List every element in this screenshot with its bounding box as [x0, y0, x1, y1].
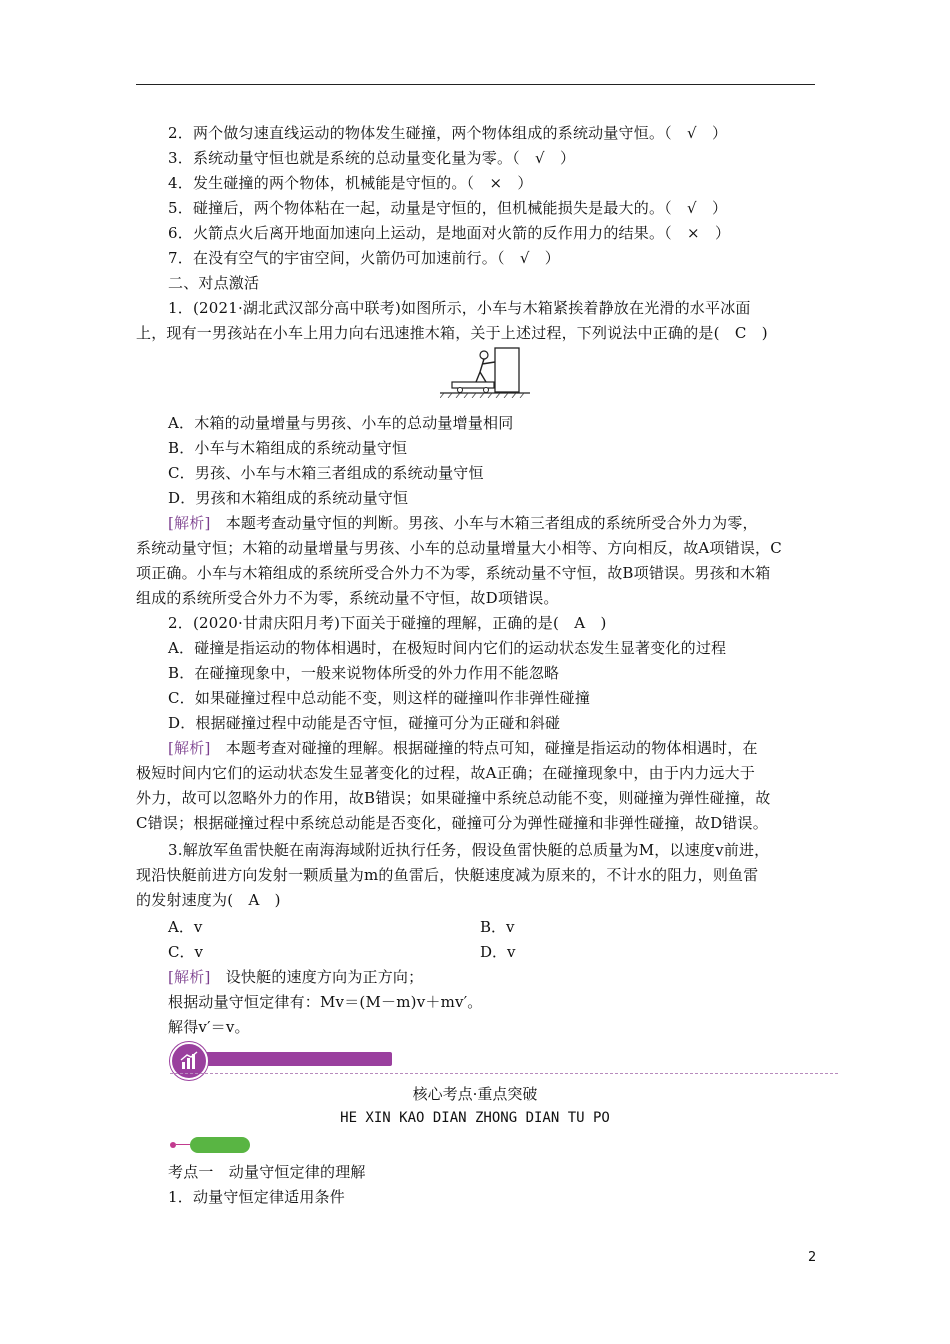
- q2-stem: 2．(2020·甘肃庆阳月考)下面关于碰撞的理解，正确的是( A ): [168, 614, 607, 632]
- judgement-item: 2．两个做匀速直线运动的物体发生碰撞，两个物体组成的系统动量守恒。（ √ ）: [168, 124, 728, 142]
- judgement-item: 3．系统动量守恒也就是系统的总动量变化量为零。（ √ ）: [168, 149, 576, 167]
- section-title: 核心考点·重点突破: [412, 1085, 538, 1103]
- q1-analysis-line: [168, 513, 758, 533]
- tag-line: [176, 1144, 190, 1145]
- q1-analysis-line: 系统动量守恒；木箱的动量增量与男孩、小车的总动量增量大小相等、方向相反，故A项错误，C: [136, 539, 782, 557]
- analysis-tag: [解析]: [168, 739, 211, 757]
- section-banner: [170, 1042, 392, 1072]
- analysis-text: 本题考查对碰撞的理解。根据碰撞的特点可知，碰撞是指运动的物体相遇时，在: [210, 739, 758, 757]
- q2-option: B．在碰撞现象中，一般来说物体所受的外力作用不能忽略: [168, 664, 560, 682]
- q1-option: C．男孩、小车与木箱三者组成的系统动量守恒: [168, 464, 484, 482]
- judgement-item: 6．火箭点火后离开地面加速向上运动，是地面对火箭的反作用力的结果。（ × ）: [168, 224, 731, 242]
- analysis-text: 本题考查动量守恒的判断。男孩、小车与木箱三者组成的系统所受合外力为零，: [210, 514, 758, 532]
- header-rule: [136, 84, 815, 85]
- q1-option: D．男孩和木箱组成的系统动量守恒: [168, 489, 409, 507]
- q3-option-b: B．v: [480, 918, 515, 936]
- q3-stem: 现沿快艇前进方向发射一颗质量为m的鱼雷后，快艇速度减为原来的，不计水的阻力，则鱼雷: [136, 866, 759, 884]
- q2-option: C．如果碰撞过程中总动能不变，则这样的碰撞叫作非弹性碰撞: [168, 689, 591, 707]
- q1-option: A．木箱的动量增量与男孩、小车的总动量增量相同: [168, 414, 514, 432]
- chart-badge-icon: [170, 1042, 208, 1080]
- q2-option: D．根据碰撞过程中动能是否守恒，碰撞可分为正碰和斜碰: [168, 714, 561, 732]
- q2-analysis-line: C错误；根据碰撞过程中系统总动能是否变化，碰撞可分为弹性碰撞和非弹性碰撞，故D错误。: [136, 814, 768, 832]
- q1-analysis-line: 项正确。小车与木箱组成的系统所受合外力不为零，系统动量不守恒，故B项错误。男孩和木箱: [136, 564, 771, 582]
- q2-analysis-line: [168, 738, 758, 758]
- q1-stem: 1．(2021·湖北武汉部分高中联考)如图所示，小车与木箱紧挨着静放在光滑的水平冰面: [168, 299, 751, 317]
- q1-stem: 上，现有一男孩站在小车上用力向右迅速推木箱，关于上述过程，下列说法中正确的是( C ): [136, 324, 768, 342]
- analysis-tag: [解析]: [168, 968, 211, 986]
- q2-option: A．碰撞是指运动的物体相遇时，在极短时间内它们的运动状态发生显著变化的过程: [168, 639, 727, 657]
- section-title-pinyin: HE XIN KAO DIAN ZHONG DIAN TU PO: [340, 1110, 610, 1126]
- q3-option-a: A．v: [168, 918, 203, 936]
- topic-heading: 考点一 动量守恒定律的理解: [168, 1163, 366, 1181]
- q3-stem: 的发射速度为( A ): [136, 891, 281, 909]
- judgement-item: 4．发生碰撞的两个物体，机械能是守恒的。（ × ）: [168, 174, 533, 192]
- banner-bar: [180, 1052, 392, 1066]
- page-number: 2: [808, 1250, 817, 1265]
- boy-cart-box-figure: [440, 346, 530, 398]
- analysis-text: 设快艇的速度方向为正方向；: [210, 968, 424, 986]
- analysis-tag: [解析]: [168, 514, 211, 532]
- q3-analysis-line: 解得v′＝v。: [168, 1018, 250, 1036]
- q3-option-d: D．v: [480, 943, 516, 961]
- q3-stem: 3.解放军鱼雷快艇在南海海域附近执行任务，假设鱼雷快艇的总质量为M，以速度v前进，: [168, 841, 770, 859]
- topic-item: 1．动量守恒定律适用条件: [168, 1188, 345, 1206]
- q3-analysis-line: 根据动量守恒定律有：Mv＝(M－m)v＋mv′。: [168, 993, 483, 1011]
- q1-option: B．小车与木箱组成的系统动量守恒: [168, 439, 408, 457]
- tag-pill: [190, 1137, 250, 1153]
- section-heading: 二、对点激活: [168, 274, 260, 292]
- q2-analysis-line: 外力，故可以忽略外力的作用，故B错误；如果碰撞中系统总动能不变，则碰撞为弹性碰撞，故: [136, 789, 771, 807]
- judgement-item: 5．碰撞后，两个物体粘在一起，动量是守恒的，但机械能损失是最大的。（ √ ）: [168, 199, 728, 217]
- q3-analysis-line: [168, 967, 423, 987]
- q2-analysis-line: 极短时间内它们的运动状态发生显著变化的过程，故A正确；在碰撞现象中，由于内力远大于: [136, 764, 756, 782]
- q1-analysis-line: 组成的系统所受合外力不为零，系统动量不守恒，故D项错误。: [136, 589, 559, 607]
- judgement-item: 7．在没有空气的宇宙空间，火箭仍可加速前行。（ √ ）: [168, 249, 561, 267]
- tag-dot-icon: [170, 1142, 176, 1148]
- q3-option-c: C．v: [168, 943, 203, 961]
- topic-tag: [170, 1136, 250, 1154]
- banner-divider: [170, 1073, 838, 1074]
